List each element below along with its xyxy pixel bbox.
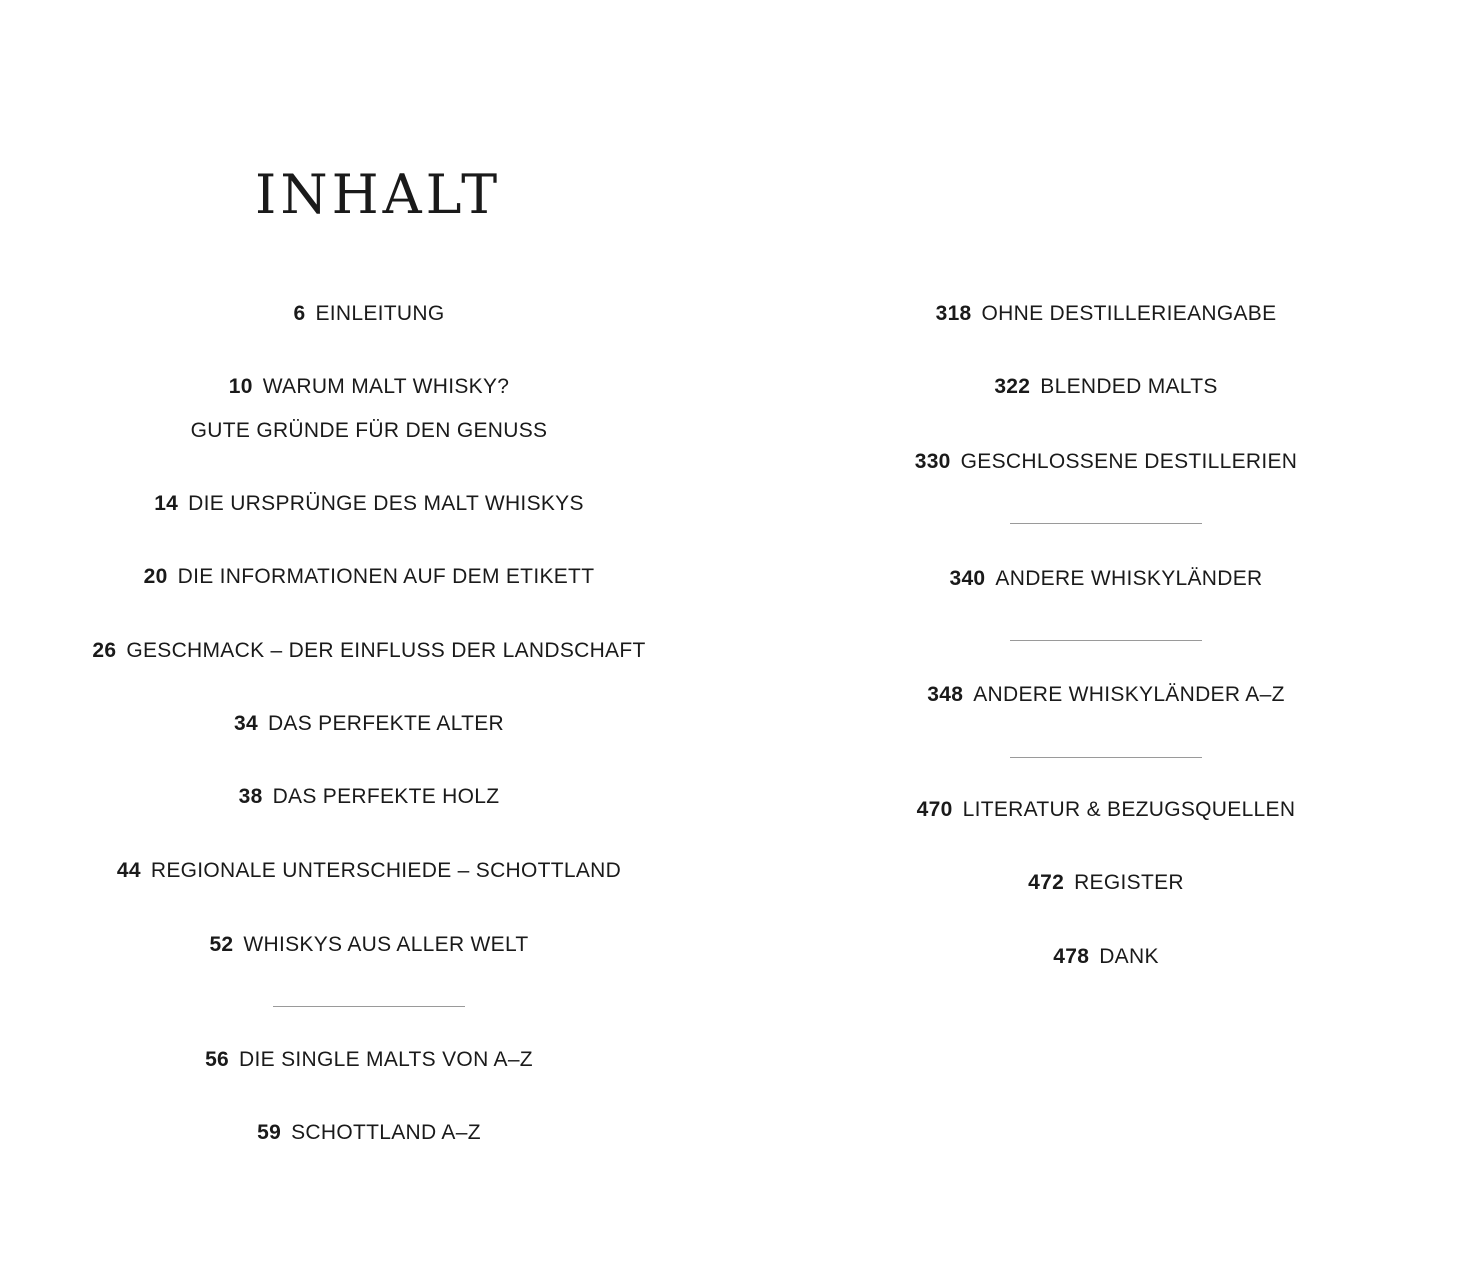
entry-label: LITERATUR & BEZUGSQUELLEN [962, 798, 1296, 821]
toc-entry[interactable] [19, 555, 719, 599]
toc-entry[interactable] [19, 923, 719, 967]
entry-subtitle: GUTE GRÜNDE FÜR DEN GENUSS [190, 419, 548, 442]
entry-label: DIE INFORMATIONEN AUF DEM ETIKETT [177, 565, 595, 588]
entry-label: GESCHLOSSENE DESTILLERIEN [960, 450, 1298, 473]
page-number: 330 [914, 450, 951, 473]
entry-label: DAS PERFEKTE ALTER [267, 712, 505, 735]
divider [1010, 757, 1202, 758]
toc-entry[interactable] [19, 365, 719, 453]
page-number: 44 [116, 859, 141, 882]
entry-label: ANDERE WHISKYLÄNDER [995, 567, 1263, 590]
entry-label: DAS PERFEKTE HOLZ [272, 785, 500, 808]
page-number: 52 [209, 933, 234, 956]
entry-label: REGISTER [1074, 871, 1184, 894]
toc-entry[interactable] [756, 861, 1456, 905]
divider [273, 1006, 465, 1007]
page-number: 322 [994, 375, 1031, 398]
toc-entry[interactable] [19, 1111, 719, 1155]
page-number: 59 [257, 1121, 282, 1144]
entry-label: REGIONALE UNTERSCHIEDE – SCHOTTLAND [150, 859, 622, 882]
entry-label: GESCHMACK – DER EINFLUSS DER LANDSCHAFT [126, 639, 646, 662]
toc-entry[interactable] [19, 482, 719, 526]
toc-entry[interactable] [756, 673, 1456, 717]
page-number: 38 [238, 785, 263, 808]
page-number: 26 [92, 639, 117, 662]
page-number: 340 [949, 567, 986, 590]
page-number: 318 [935, 302, 972, 325]
page-number: 10 [228, 375, 253, 398]
entry-label: WARUM MALT WHISKY? [262, 375, 510, 398]
toc-entry[interactable] [19, 292, 719, 336]
divider [1010, 523, 1202, 524]
page-number: 478 [1053, 945, 1090, 968]
page-title: INHALT [255, 163, 502, 226]
toc-entry[interactable] [756, 935, 1456, 979]
page-number: 348 [927, 683, 964, 706]
toc-entry[interactable] [19, 702, 719, 746]
divider [1010, 640, 1202, 641]
entry-label: DIE URSPRÜNGE DES MALT WHISKYS [188, 492, 584, 515]
toc-entry[interactable] [19, 849, 719, 893]
toc-entry[interactable] [19, 1038, 719, 1082]
entry-label: SCHOTTLAND A–Z [291, 1121, 481, 1144]
page-number: 14 [154, 492, 179, 515]
entry-label: BLENDED MALTS [1040, 375, 1218, 398]
entry-label: WHISKYS AUS ALLER WELT [243, 933, 529, 956]
page-number: 20 [143, 565, 168, 588]
toc-entry[interactable] [756, 292, 1456, 336]
toc-entry[interactable] [19, 629, 719, 673]
entry-label: OHNE DESTILLERIEANGABE [981, 302, 1277, 325]
toc-entry[interactable] [756, 365, 1456, 409]
entry-label: EINLEITUNG [315, 302, 445, 325]
toc-entry[interactable] [756, 557, 1456, 601]
entry-label: DIE SINGLE MALTS VON A–Z [239, 1048, 533, 1071]
entry-label: ANDERE WHISKYLÄNDER A–Z [973, 683, 1285, 706]
toc-entry[interactable] [756, 788, 1456, 832]
page-number: 6 [293, 302, 306, 325]
page-number: 472 [1028, 871, 1065, 894]
toc-entry[interactable] [756, 440, 1456, 484]
toc-entry[interactable] [19, 775, 719, 819]
entry-label: DANK [1099, 945, 1159, 968]
page-number: 470 [916, 798, 953, 821]
page-number: 56 [205, 1048, 230, 1071]
page-number: 34 [233, 712, 258, 735]
